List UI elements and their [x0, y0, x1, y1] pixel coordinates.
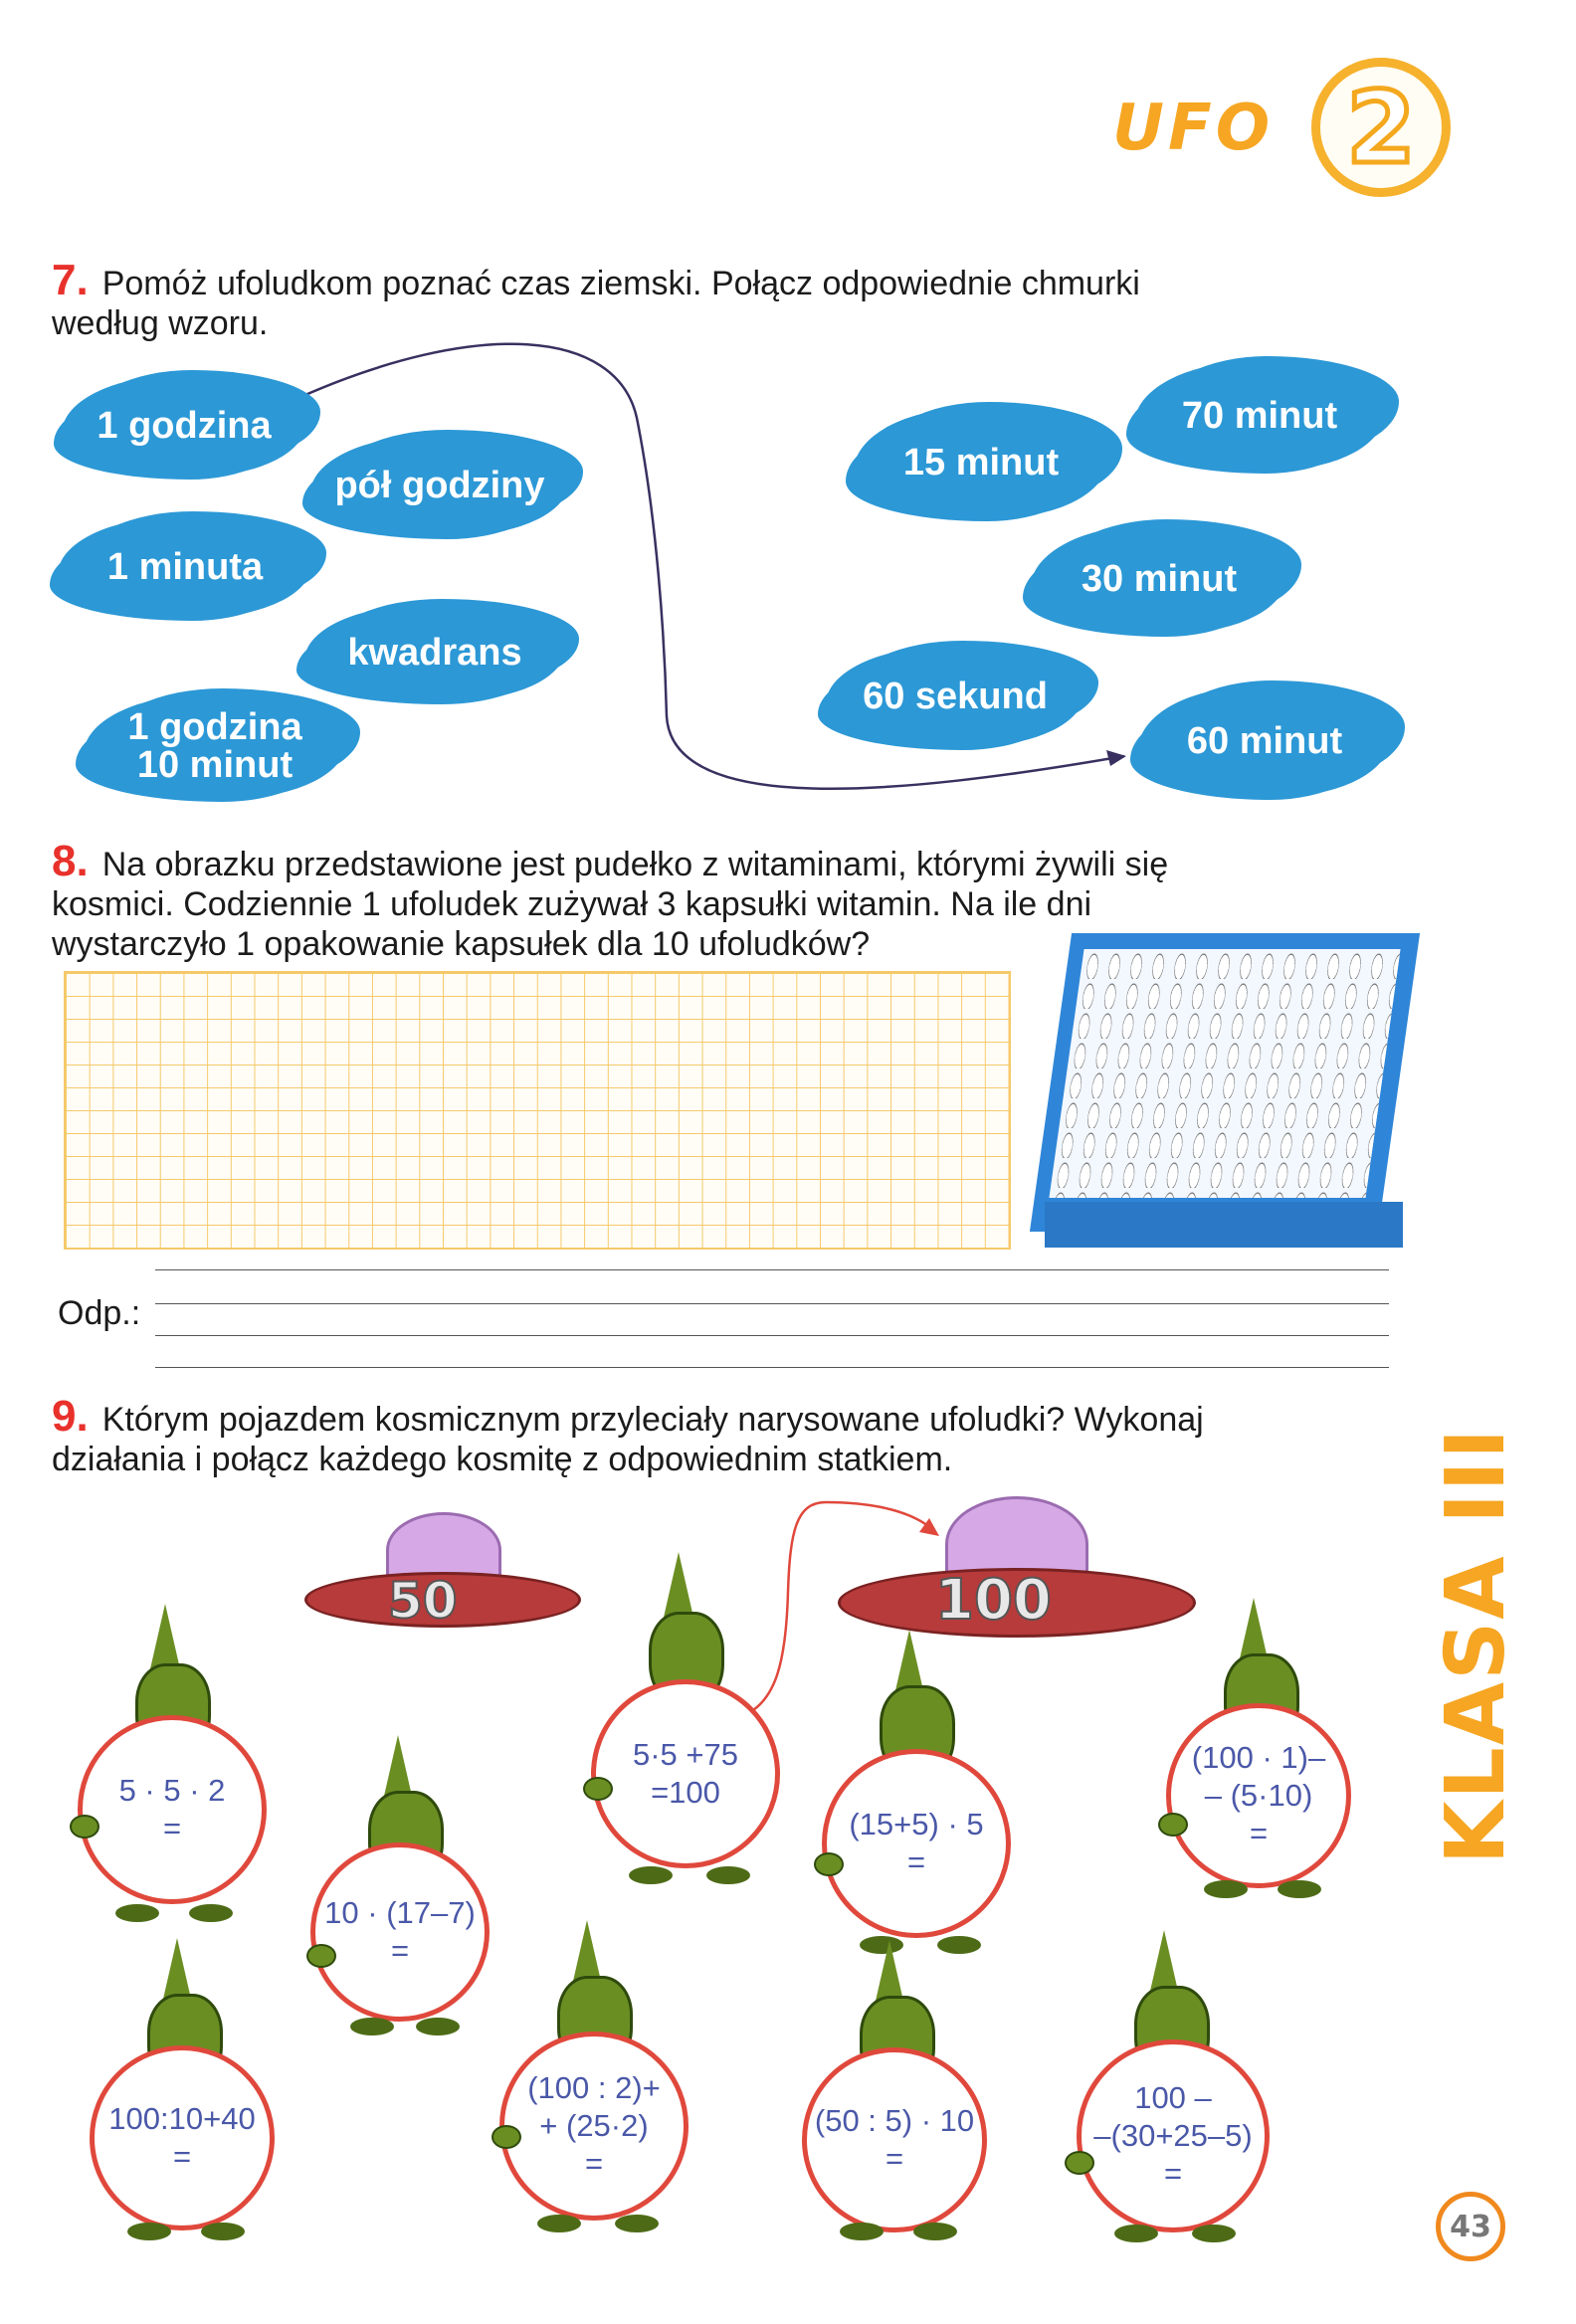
alien-foot — [913, 2223, 957, 2240]
cloud-pol-godziny[interactable] — [310, 436, 569, 535]
alien-10-17-7[interactable] — [306, 1735, 495, 2043]
header-number-badge: 2 — [1311, 58, 1451, 197]
task8-text-line3: wystarczyło 1 opakowanie kapsułek dla 10 ufoludków? — [52, 925, 871, 963]
expression-line3: = — [1163, 2156, 1183, 2191]
alien-foot — [1204, 1880, 1248, 1898]
expression-line1: 100:10+40 — [108, 2101, 256, 2136]
task9-text-line1: Którym pojazdem kosmicznym przyleciały narysowane ufoludki? Wykonaj — [101, 1401, 1204, 1439]
vitamin-box-front — [1045, 1202, 1403, 1248]
cloud-1-godzina-10-minut[interactable] — [84, 694, 346, 798]
alien-foot — [115, 1904, 159, 1922]
class-side-label: KLASA III — [1429, 1427, 1523, 1864]
alien-foot — [189, 1904, 233, 1922]
cloud-label: 1 godzina — [97, 405, 272, 447]
alien-ball[interactable] — [591, 1679, 780, 1868]
expression-line3: = — [584, 2146, 604, 2181]
cloud-label: pół godziny — [334, 465, 545, 506]
answer-line-1[interactable] — [155, 1269, 1389, 1270]
ship-number: 100 — [935, 1568, 1052, 1633]
task9-text-line2: działania i połącz każdego kosmitę z odpowiednim statkiem. — [52, 1441, 953, 1478]
alien-100-10-40[interactable] — [82, 1938, 281, 2248]
task8-number: 8. — [52, 837, 89, 885]
alien-foot — [127, 2223, 171, 2240]
cloud-30-minut[interactable] — [1031, 525, 1287, 633]
alien-ball[interactable] — [1166, 1703, 1351, 1888]
cloud-label — [127, 708, 301, 784]
answer-line-3[interactable] — [155, 1335, 1389, 1336]
alien-15-5-5[interactable] — [814, 1630, 1013, 1968]
alien-hand — [583, 1777, 613, 1801]
alien-ball[interactable] — [822, 1749, 1011, 1938]
alien-foot — [416, 2018, 460, 2035]
answer-line-2[interactable] — [155, 1303, 1389, 1304]
expression-line2: + (25·2) — [539, 2108, 649, 2143]
answer-line-4[interactable] — [155, 1367, 1389, 1368]
alien-5-5-2[interactable] — [70, 1604, 269, 1942]
cloud-70-minut[interactable] — [1134, 362, 1385, 470]
alien-ball[interactable] — [499, 2032, 689, 2221]
expression-line3: = — [1249, 1816, 1269, 1850]
alien-5-5-75[interactable] — [583, 1552, 782, 1900]
task7-text-line2: według wzoru. — [52, 304, 269, 342]
alien-50-5-10[interactable] — [794, 1940, 993, 2248]
cloud-1-minuta[interactable] — [58, 517, 312, 617]
alien-100-30-25-5[interactable] — [1065, 1930, 1283, 2248]
expression-line1: (100 : 2)+ — [527, 2070, 661, 2105]
task9-instruction — [52, 1392, 1425, 1479]
alien-foot — [840, 2223, 884, 2240]
vitamin-capsules — [1049, 949, 1400, 1198]
expression-line1: (50 : 5) · 10 — [814, 2103, 975, 2138]
cloud-60-minut[interactable] — [1138, 686, 1391, 796]
alien-foot — [1192, 2225, 1236, 2242]
alien-hand — [70, 1815, 99, 1839]
cloud-label-line2: 10 minut — [136, 744, 294, 786]
alien-100-2-25-2[interactable] — [492, 1920, 690, 2248]
alien-ball[interactable] — [90, 2045, 275, 2230]
expression-line2: = — [885, 2141, 904, 2176]
alien-foot — [350, 2018, 394, 2035]
expression-line2: – (5·10) — [1204, 1778, 1313, 1813]
alien-ball[interactable] — [78, 1715, 267, 1904]
cloud-label: 70 minut — [1181, 395, 1338, 437]
alien-hand — [1158, 1813, 1188, 1837]
cloud-label: kwadrans — [347, 632, 522, 674]
expression-line1: 10 · (17–7) — [324, 1895, 476, 1930]
alien-foot — [706, 1866, 750, 1884]
task7-number: 7. — [52, 256, 89, 304]
answer-label: Odp.: — [58, 1294, 141, 1332]
alien-foot — [615, 2215, 659, 2232]
alien-hand — [492, 2125, 521, 2149]
alien-hand — [306, 1944, 336, 1968]
cloud-label: 60 sekund — [863, 676, 1048, 717]
cloud-label: 15 minut — [902, 442, 1060, 484]
expression-line1: 5 · 5 · 2 — [118, 1773, 226, 1808]
alien-ball[interactable] — [310, 1842, 490, 2022]
header-title: UFO — [1112, 92, 1275, 165]
alien-foot — [629, 1866, 673, 1884]
expression-line1: 100 – — [1134, 2080, 1212, 2115]
expression-line2: –(30+25–5) — [1093, 2118, 1253, 2153]
expression-line2: = — [162, 1811, 182, 1845]
cloud-label: 60 minut — [1186, 720, 1343, 762]
expression-line1: (15+5) · 5 — [849, 1807, 984, 1841]
cloud-label: 1 minuta — [106, 546, 264, 588]
expression-line2: = — [172, 2139, 192, 2174]
task8-text-line2: kosmici. Codziennie 1 ufoludek zużywał 3 kapsułki witamin. Na ile dni — [52, 885, 1092, 923]
expression-line1: 5·5 +75 — [632, 1737, 738, 1772]
cloud-label-line1: 1 godzina — [127, 706, 302, 748]
cloud-kwadrans[interactable] — [304, 605, 565, 700]
alien-foot — [537, 2215, 581, 2232]
connector-arrowhead — [1106, 750, 1126, 766]
cloud-label: 30 minut — [1081, 558, 1238, 600]
expression-line2: =100 — [651, 1775, 720, 1810]
alien-foot — [1114, 2225, 1158, 2242]
task8-text-line1: Na obrazku przedstawione jest pudełko z witaminami, którymi żywili się — [101, 846, 1169, 883]
cloud-60-sekund[interactable] — [826, 647, 1084, 746]
calculation-grid[interactable] — [64, 971, 1011, 1250]
expression-line2: = — [906, 1844, 926, 1879]
alien-hand — [814, 1852, 844, 1876]
alien-hand — [1065, 2151, 1094, 2175]
expression-line1: (100 · 1)– — [1191, 1740, 1326, 1775]
ship-number: 50 — [388, 1572, 458, 1630]
alien-foot — [201, 2223, 245, 2240]
page-number: 43 — [1436, 2192, 1505, 2261]
task7-text-line1: Pomóż ufoludkom poznać czas ziemski. Połącz odpowiednie chmurki — [101, 265, 1140, 302]
expression-line2: = — [390, 1933, 410, 1968]
cloud-1-godzina[interactable] — [62, 376, 306, 476]
alien-foot — [1278, 1880, 1321, 1898]
alien-ball[interactable] — [1077, 2039, 1270, 2232]
cloud-15-minut[interactable] — [854, 408, 1108, 517]
alien-100-1-5-10[interactable] — [1158, 1598, 1357, 1906]
alien-ball[interactable] — [802, 2047, 987, 2232]
task9-number: 9. — [52, 1392, 89, 1441]
